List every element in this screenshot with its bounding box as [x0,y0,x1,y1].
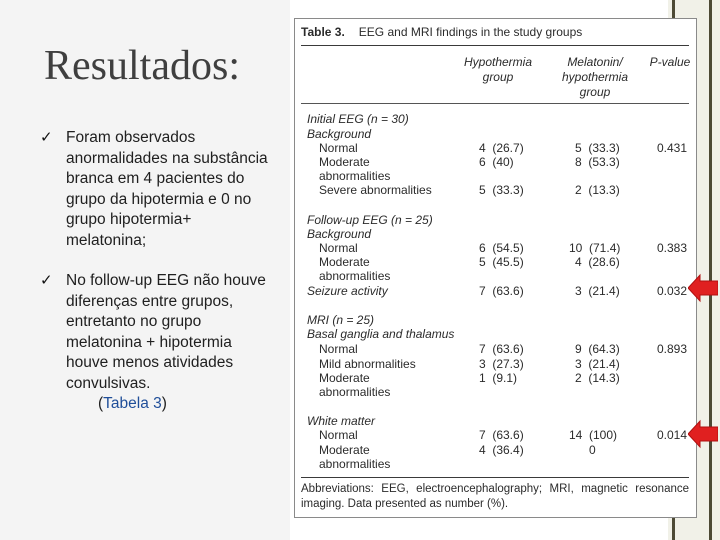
row-label-seizure: Seizure activity [307,284,388,298]
row-label-cont: abnormalities [319,457,391,471]
section-basal-ganglia: Basal ganglia and thalamus [307,327,455,341]
header-rule [301,103,689,104]
cell-melatonin: 8 (53.3) [575,155,620,169]
cell-pvalue: 0.383 [657,241,688,255]
slide-title: Resultados: [44,43,240,89]
row-label: Mild abnormalities [319,357,416,371]
bullet-text-2: No follow-up EEG não houve diferenças entre grupos, entretanto no grupo melatonina + hipotermia houve menos atividades convulsivas. [66,272,266,392]
cell-pvalue: 0.893 [657,342,688,356]
row-label: Moderate [319,155,370,169]
row-label-cont: abnormalities [319,169,391,183]
section-initial-eeg: Initial EEG (n = 30) [307,112,409,126]
footer-rule [301,477,689,478]
cell-hypothermia: 7 (63.6) [479,284,524,298]
column-header-hypothermia: Hypothermia group [463,55,533,84]
column-header-pvalue: P-value [649,55,691,69]
cell-melatonin: 3 (21.4) [575,284,620,298]
cell-hypothermia: 4 (26.7) [479,141,524,155]
column-header-melatonin: Melatonin/ hypothermia group [561,55,629,99]
cell-hypothermia: 3 (27.3) [479,357,524,371]
bullet-item-2 [40,271,275,415]
table-reference-link[interactable]: Tabela 3 [103,395,162,412]
row-label: Normal [319,141,358,155]
cell-melatonin: 10 (71.4) [569,241,621,255]
row-label: Normal [319,342,358,356]
cell-melatonin: 4 (28.6) [575,255,620,269]
check-icon: ✓ [40,272,53,289]
cell-melatonin: 2 (14.3) [575,371,620,385]
table-caption-text: EEG and MRI findings in the study groups [358,25,583,39]
cell-pvalue: 0.032 [657,284,688,298]
red-arrow-left-icon [688,419,718,449]
section-mri: MRI (n = 25) [307,313,375,327]
table-reference: (Tabela 3) [98,395,167,412]
section-white-matter: White matter [307,414,376,428]
cell-hypothermia: 5 (45.5) [479,255,524,269]
table-footnote: Abbreviations: EEG, electroencephalography; MRI, magnetic resonance imaging. Data presented as number (%). [301,483,689,510]
cell-hypothermia: 5 (33.3) [479,183,524,197]
cell-melatonin: 0 [589,443,596,457]
cell-melatonin: 14 (100) [569,428,618,442]
cell-melatonin: 5 (33.3) [575,141,620,155]
cell-hypothermia: 1 (9.1) [479,371,518,385]
section-followup-eeg: Follow-up EEG (n = 25) [307,213,433,227]
cell-melatonin: 2 (13.3) [575,183,620,197]
cell-pvalue: 0.431 [657,141,688,155]
cell-melatonin: 3 (21.4) [575,357,620,371]
row-label: Normal [319,241,358,255]
check-icon: ✓ [40,129,53,146]
bullet-text-1: Foram observados anormalidades na substância branca em 4 pacientes do grupo da hipotermia e 0 no grupo hipotermia+ melatonina; [66,129,268,249]
section-background: Background [307,127,372,141]
section-background: Background [307,227,372,241]
row-label: Moderate [319,443,370,457]
bullet-item-1 [40,128,275,251]
row-label: Normal [319,428,358,442]
cell-hypothermia: 6 (40) [479,155,514,169]
bullet-list [40,128,275,435]
row-label-cont: abnormalities [319,269,391,283]
cell-pvalue: 0.014 [657,428,688,442]
table-number: Table 3. [301,25,345,39]
cell-hypothermia: 7 (63.6) [479,428,524,442]
row-label: Moderate [319,371,370,385]
cell-hypothermia: 6 (54.5) [479,241,524,255]
row-label-cont: abnormalities [319,385,391,399]
row-label: Severe abnormalities [319,183,432,197]
cell-hypothermia: 7 (63.6) [479,342,524,356]
table-image [294,18,697,518]
cell-melatonin: 9 (64.3) [575,342,620,356]
row-label: Moderate [319,255,370,269]
cell-hypothermia: 4 (36.4) [479,443,524,457]
table-caption [301,25,689,46]
red-arrow-left-icon [688,273,718,303]
